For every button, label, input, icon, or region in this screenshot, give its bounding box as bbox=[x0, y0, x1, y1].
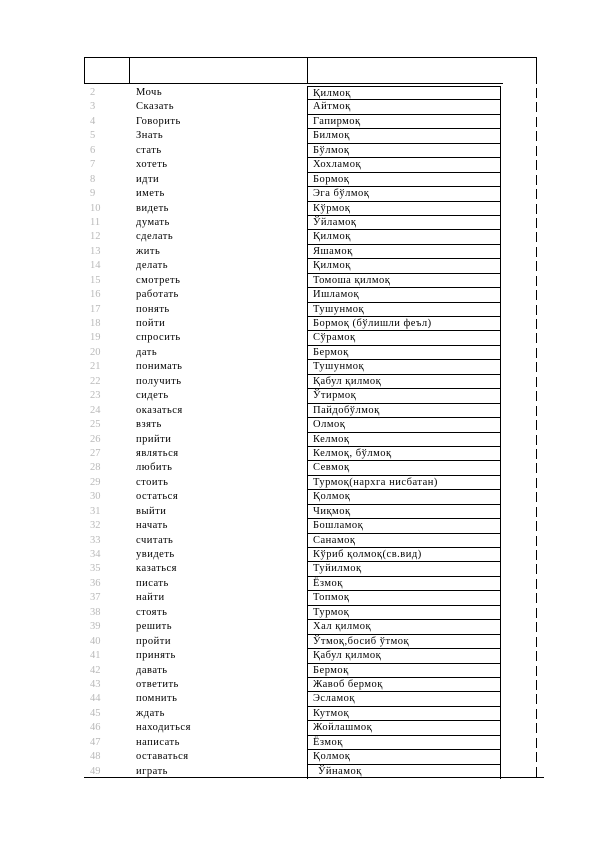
russian-word: остаться bbox=[136, 491, 179, 503]
uzbek-translation: Бермоқ bbox=[307, 346, 501, 360]
row-right-border bbox=[536, 536, 537, 546]
row-right-border bbox=[536, 521, 537, 531]
row-right-border bbox=[536, 593, 537, 603]
table-row bbox=[84, 505, 544, 519]
row-number: 16 bbox=[90, 289, 101, 301]
table-row bbox=[84, 389, 544, 403]
row-number: 33 bbox=[90, 534, 101, 546]
row-right-border bbox=[536, 232, 537, 242]
row-number: 14 bbox=[90, 260, 101, 272]
uzbek-translation: Жойлашмоқ bbox=[307, 721, 501, 735]
row-number: 20 bbox=[90, 346, 101, 358]
russian-word: спросить bbox=[136, 332, 181, 344]
row-number: 19 bbox=[90, 332, 101, 344]
row-right-border bbox=[536, 362, 537, 372]
uzbek-translation: Томоша қилмоқ bbox=[307, 274, 501, 288]
uzbek-translation: Қилмоқ bbox=[307, 86, 501, 100]
russian-word: Знать bbox=[136, 130, 164, 142]
russian-word: стоять bbox=[136, 606, 168, 618]
row-right-border bbox=[536, 102, 537, 112]
row-number: 34 bbox=[90, 549, 101, 560]
row-right-border bbox=[536, 767, 537, 777]
table-row bbox=[84, 288, 544, 302]
russian-word: получить bbox=[136, 375, 182, 387]
table-row bbox=[84, 736, 544, 750]
row-right-border bbox=[536, 276, 537, 286]
row-number: 48 bbox=[90, 751, 101, 763]
russian-word: стать bbox=[136, 144, 162, 156]
row-number: 26 bbox=[90, 433, 101, 445]
row-number: 32 bbox=[90, 520, 101, 532]
uzbek-translation: Эсламоқ bbox=[307, 692, 501, 706]
row-right-border bbox=[536, 507, 537, 517]
uzbek-translation: Кутмоқ bbox=[307, 707, 501, 721]
row-right-border bbox=[536, 449, 537, 459]
russian-word: хотеть bbox=[136, 159, 168, 171]
uzbek-translation: Пайдобўлмоқ bbox=[307, 404, 501, 418]
russian-word: написать bbox=[136, 736, 180, 748]
table-row bbox=[84, 346, 544, 360]
header-cell-russian bbox=[129, 57, 308, 84]
row-number: 2 bbox=[90, 87, 96, 98]
row-number: 10 bbox=[90, 202, 101, 214]
table-row bbox=[84, 476, 544, 490]
table-row bbox=[84, 187, 544, 201]
uzbek-translation: Қилмоқ bbox=[307, 259, 501, 273]
uzbek-translation: Севмоқ bbox=[307, 461, 501, 475]
table-bottom-border bbox=[84, 777, 544, 778]
row-number: 29 bbox=[90, 476, 101, 488]
row-number: 12 bbox=[90, 231, 101, 243]
row-right-border bbox=[536, 478, 537, 488]
russian-word: сделать bbox=[136, 231, 174, 243]
row-number: 21 bbox=[90, 361, 101, 373]
uzbek-translation: Билмоқ bbox=[307, 129, 501, 143]
uzbek-translation: Ёзмоқ bbox=[307, 736, 501, 750]
row-right-border bbox=[536, 752, 537, 762]
uzbek-translation: Топмоқ bbox=[307, 591, 501, 605]
table-row bbox=[84, 635, 544, 649]
russian-word: считать bbox=[136, 534, 174, 546]
russian-word: оставаться bbox=[136, 751, 189, 763]
uzbek-translation: Гапирмоқ bbox=[307, 115, 501, 129]
row-right-border bbox=[536, 406, 537, 416]
uzbek-translation: Ўтмоқ,босиб ўтмоқ bbox=[307, 635, 501, 649]
table-row bbox=[84, 606, 544, 620]
russian-word: Сказать bbox=[136, 101, 175, 113]
row-right-border bbox=[536, 666, 537, 676]
russian-word: давать bbox=[136, 664, 168, 676]
table-row bbox=[84, 317, 544, 331]
table-row bbox=[84, 115, 544, 129]
uzbek-translation: Тушунмоқ bbox=[307, 303, 501, 317]
row-right-border bbox=[536, 579, 537, 589]
table-row bbox=[84, 461, 544, 475]
row-number: 25 bbox=[90, 419, 101, 431]
table-row bbox=[84, 678, 544, 692]
table-row bbox=[84, 158, 544, 172]
uzbek-translation: Олмоқ bbox=[307, 418, 501, 432]
table-row bbox=[84, 100, 544, 114]
russian-word: прийти bbox=[136, 433, 172, 445]
row-right-border bbox=[536, 319, 537, 329]
uzbek-translation: Қабул қилмоқ bbox=[307, 375, 501, 389]
russian-word: сидеть bbox=[136, 390, 169, 402]
row-right-border bbox=[536, 680, 537, 690]
row-right-border bbox=[536, 637, 537, 647]
row-right-border bbox=[536, 189, 537, 199]
table-row bbox=[84, 331, 544, 345]
uzbek-translation: Тушунмоқ bbox=[307, 360, 501, 374]
russian-word: являться bbox=[136, 447, 179, 459]
russian-word: решить bbox=[136, 621, 172, 633]
row-number: 3 bbox=[90, 101, 96, 113]
table-row bbox=[84, 216, 544, 230]
row-number: 8 bbox=[90, 173, 96, 185]
row-right-border bbox=[536, 160, 537, 170]
row-number: 44 bbox=[90, 693, 101, 705]
row-right-border bbox=[536, 261, 537, 271]
row-right-border bbox=[536, 377, 537, 387]
row-right-border bbox=[536, 391, 537, 401]
table-row bbox=[84, 562, 544, 576]
uzbek-translation: Хал қилмоқ bbox=[307, 620, 501, 634]
row-right-border bbox=[536, 651, 537, 661]
uzbek-translation: Бермоқ bbox=[307, 664, 501, 678]
table-row bbox=[84, 274, 544, 288]
row-number: 30 bbox=[90, 491, 101, 503]
row-number: 9 bbox=[90, 188, 96, 200]
row-number: 28 bbox=[90, 462, 101, 474]
russian-word: пройти bbox=[136, 635, 171, 647]
row-right-border bbox=[536, 435, 537, 445]
table-row bbox=[84, 86, 544, 100]
uzbek-translation: Хохламоқ bbox=[307, 158, 501, 172]
table-row bbox=[84, 418, 544, 432]
row-right-border bbox=[536, 333, 537, 343]
russian-word: любить bbox=[136, 462, 173, 474]
russian-word: иметь bbox=[136, 188, 165, 200]
table-row bbox=[84, 534, 544, 548]
row-number: 39 bbox=[90, 621, 101, 633]
uzbek-translation: Сўрамоқ bbox=[307, 331, 501, 345]
row-number: 13 bbox=[90, 245, 101, 257]
russian-word: Мочь bbox=[136, 87, 163, 98]
row-right-border bbox=[536, 738, 537, 748]
header-bottom-border bbox=[84, 83, 503, 84]
row-number: 24 bbox=[90, 404, 101, 416]
row-right-border bbox=[536, 420, 537, 430]
uzbek-translation: Ўйламоқ bbox=[307, 216, 501, 230]
russian-word: оказаться bbox=[136, 404, 183, 416]
table-row bbox=[84, 692, 544, 706]
table-row bbox=[84, 447, 544, 461]
russian-word: жить bbox=[136, 245, 161, 257]
uzbek-translation: Қолмоқ bbox=[307, 750, 501, 764]
table-row bbox=[84, 144, 544, 158]
uzbek-translation: Келмоқ, бўлмоқ bbox=[307, 447, 501, 461]
table-row bbox=[84, 649, 544, 663]
row-number: 7 bbox=[90, 159, 96, 171]
row-number: 40 bbox=[90, 635, 101, 647]
row-number: 37 bbox=[90, 592, 101, 604]
table-row bbox=[84, 577, 544, 591]
uzbek-translation: Ўйнамоқ bbox=[307, 765, 501, 779]
table-row bbox=[84, 548, 544, 562]
row-number: 46 bbox=[90, 722, 101, 734]
table-row bbox=[84, 245, 544, 259]
header-cell-number bbox=[84, 57, 130, 84]
row-right-border bbox=[536, 290, 537, 300]
russian-word: делать bbox=[136, 260, 169, 272]
row-right-border bbox=[536, 88, 537, 98]
russian-word: находиться bbox=[136, 722, 191, 734]
row-number: 23 bbox=[90, 390, 101, 402]
row-right-border bbox=[536, 723, 537, 733]
russian-word: писать bbox=[136, 577, 169, 589]
row-right-border bbox=[536, 146, 537, 156]
uzbek-translation: Бормоқ bbox=[307, 173, 501, 187]
row-number: 49 bbox=[90, 765, 101, 777]
russian-word: Говорить bbox=[136, 115, 181, 127]
uzbek-translation: Санамоқ bbox=[307, 534, 501, 548]
row-right-border bbox=[536, 247, 537, 257]
russian-word: принять bbox=[136, 650, 176, 662]
table-row bbox=[84, 173, 544, 187]
row-right-border bbox=[536, 204, 537, 214]
table-row bbox=[84, 129, 544, 143]
russian-word: пойти bbox=[136, 318, 166, 329]
row-number: 11 bbox=[90, 216, 101, 228]
uzbek-translation: Чиқмоқ bbox=[307, 505, 501, 519]
row-right-border bbox=[536, 463, 537, 473]
uzbek-translation: Қолмоқ bbox=[307, 490, 501, 504]
row-number: 31 bbox=[90, 505, 101, 517]
row-number: 42 bbox=[90, 664, 101, 676]
row-right-border bbox=[536, 117, 537, 127]
table-row bbox=[84, 620, 544, 634]
row-number: 4 bbox=[90, 115, 96, 127]
row-number: 18 bbox=[90, 318, 101, 329]
russian-word: видеть bbox=[136, 202, 169, 214]
russian-word: начать bbox=[136, 520, 168, 532]
uzbek-translation: Жавоб бермоқ bbox=[307, 678, 501, 692]
russian-word: думать bbox=[136, 216, 170, 228]
russian-word: работать bbox=[136, 289, 179, 301]
russian-word: взять bbox=[136, 419, 162, 431]
row-right-border bbox=[536, 175, 537, 185]
table-row bbox=[84, 259, 544, 273]
table-row bbox=[84, 230, 544, 244]
uzbek-translation: Эга бўлмоқ bbox=[307, 187, 501, 201]
uzbek-translation: Бошламоқ bbox=[307, 519, 501, 533]
row-number: 6 bbox=[90, 144, 96, 156]
russian-word: стоить bbox=[136, 476, 169, 488]
uzbek-translation: Бормоқ (бўлишли феъл) bbox=[307, 317, 501, 331]
russian-word: помнить bbox=[136, 693, 178, 705]
uzbek-translation: Турмоқ bbox=[307, 606, 501, 620]
row-number: 47 bbox=[90, 736, 101, 748]
table-row bbox=[84, 664, 544, 678]
uzbek-translation: Кўриб қолмоқ(св.вид) bbox=[307, 548, 501, 562]
row-number: 22 bbox=[90, 375, 101, 387]
table-row bbox=[84, 490, 544, 504]
row-number: 36 bbox=[90, 577, 101, 589]
russian-word: увидеть bbox=[136, 549, 175, 560]
uzbek-translation: Кўрмоқ bbox=[307, 202, 501, 216]
russian-word: дать bbox=[136, 346, 158, 358]
header-right-border bbox=[536, 57, 537, 84]
row-right-border bbox=[536, 305, 537, 315]
row-right-border bbox=[536, 348, 537, 358]
uzbek-translation: Айтмоқ bbox=[307, 100, 501, 114]
row-right-border bbox=[536, 218, 537, 228]
uzbek-translation: Ишламоқ bbox=[307, 288, 501, 302]
uzbek-translation: Яшамоқ bbox=[307, 245, 501, 259]
row-right-border bbox=[536, 131, 537, 141]
row-right-border bbox=[536, 694, 537, 704]
uzbek-translation: Ўтирмоқ bbox=[307, 389, 501, 403]
row-number: 43 bbox=[90, 678, 101, 690]
row-number: 15 bbox=[90, 274, 101, 286]
row-right-border bbox=[536, 564, 537, 574]
uzbek-translation: Бўлмоқ bbox=[307, 144, 501, 158]
word-table bbox=[84, 86, 544, 779]
row-number: 45 bbox=[90, 707, 101, 719]
uzbek-translation: Қилмоқ bbox=[307, 230, 501, 244]
table-row bbox=[84, 519, 544, 533]
table-row bbox=[84, 721, 544, 735]
table-row bbox=[84, 375, 544, 389]
russian-word: играть bbox=[136, 765, 168, 777]
row-number: 35 bbox=[90, 563, 101, 575]
russian-word: ждать bbox=[136, 707, 165, 719]
russian-word: идти bbox=[136, 173, 160, 185]
row-right-border bbox=[536, 709, 537, 719]
row-right-border bbox=[536, 492, 537, 502]
row-number: 27 bbox=[90, 447, 101, 459]
russian-word: понять bbox=[136, 303, 170, 315]
header-cell-uzbek bbox=[307, 57, 503, 84]
russian-word: найти bbox=[136, 592, 165, 604]
uzbek-translation: Турмоқ(нархга нисбатан) bbox=[307, 476, 501, 490]
russian-word: смотреть bbox=[136, 274, 181, 286]
table-row bbox=[84, 591, 544, 605]
uzbek-translation: Келмоқ bbox=[307, 433, 501, 447]
table-row bbox=[84, 750, 544, 764]
table-row bbox=[84, 202, 544, 216]
russian-word: выйти bbox=[136, 505, 167, 517]
uzbek-translation: Қабул қилмоқ bbox=[307, 649, 501, 663]
row-right-border bbox=[536, 608, 537, 618]
table-row bbox=[84, 433, 544, 447]
uzbek-translation: Туйилмоқ bbox=[307, 562, 501, 576]
russian-word: ответить bbox=[136, 678, 179, 690]
row-number: 38 bbox=[90, 606, 101, 618]
russian-word: понимать bbox=[136, 361, 183, 373]
row-number: 5 bbox=[90, 130, 96, 142]
uzbek-translation: Ёзмоқ bbox=[307, 577, 501, 591]
table-row bbox=[84, 404, 544, 418]
row-number: 41 bbox=[90, 650, 101, 662]
table-row bbox=[84, 360, 544, 374]
row-number: 17 bbox=[90, 303, 101, 315]
table-row bbox=[84, 303, 544, 317]
row-right-border bbox=[536, 550, 537, 560]
table-row bbox=[84, 707, 544, 721]
russian-word: казаться bbox=[136, 563, 178, 575]
row-right-border bbox=[536, 622, 537, 632]
